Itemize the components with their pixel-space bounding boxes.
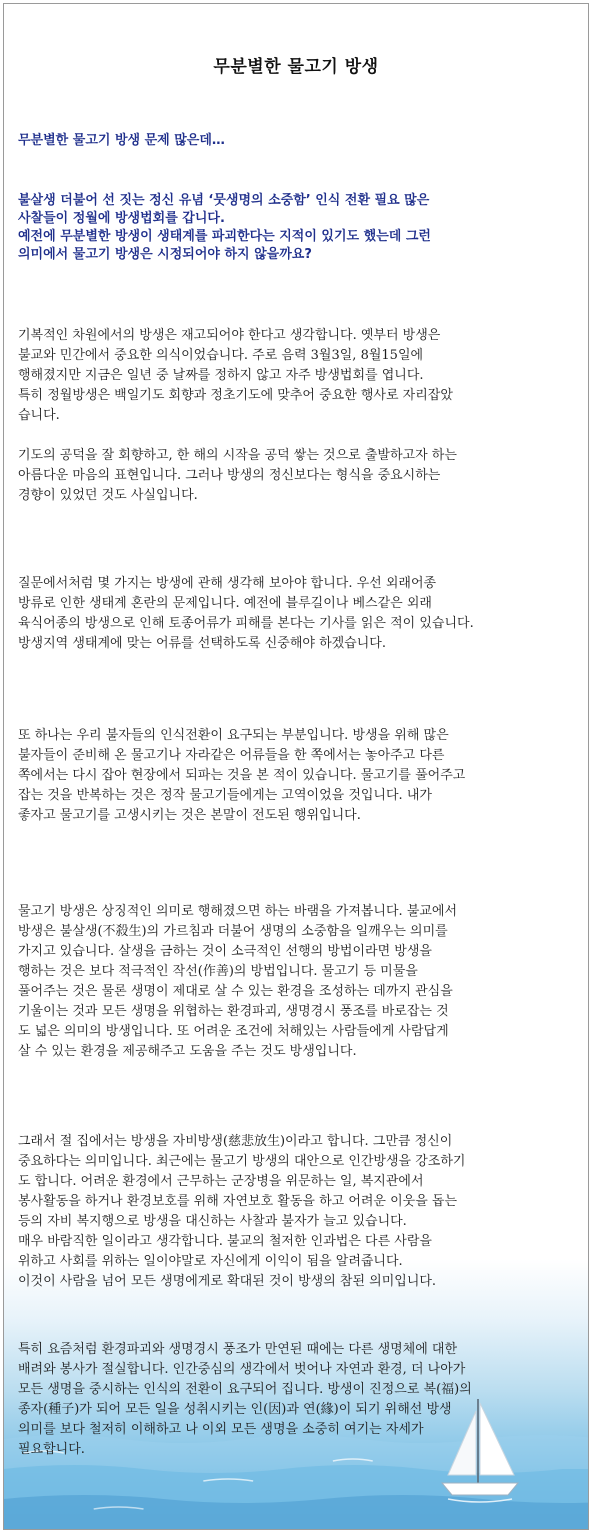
paragraph-line: 습니다. bbox=[18, 408, 60, 423]
paragraph-line: 종자(種子)가 되어 모든 일을 성취시키는 인(因)과 연(緣)이 되기 위해선 방생 bbox=[18, 1402, 452, 1417]
paragraph-line: 특히 요즘처럼 환경파괴와 생명경시 풍조가 만연된 때에는 다른 생명체에 대한 bbox=[18, 1342, 458, 1357]
paragraph-line: 쪽에서는 다시 잡아 현장에서 되파는 것을 본 적이 있습니다. 물고기를 풀어주고 bbox=[18, 768, 466, 783]
paragraph-line: 행하는 것은 보다 적극적인 작선(作善)의 방법입니다. 물고기 등 미물을 bbox=[18, 964, 418, 979]
paragraph-line: 불교와 민간에서 중요한 의식이었습니다. 주로 음력 3월3일, 8월15일에 bbox=[18, 348, 424, 363]
paragraph-line: 이것이 사람을 넘어 모든 생명에게로 확대된 것이 방생의 참된 의미입니다. bbox=[18, 1274, 437, 1289]
paragraph-line: 육식어종의 방생으로 인해 토종어류가 피해를 본다는 기사를 읽은 적이 있습니다. bbox=[18, 616, 474, 631]
question-block bbox=[18, 192, 578, 264]
paragraph-line: 살 수 있는 환경을 제공해주고 도움을 주는 것도 방생입니다. bbox=[18, 1044, 357, 1059]
paragraph-line: 배려와 봉사가 절실합니다. 인간중심의 생각에서 벗어나 자연과 환경, 더 나아가 bbox=[18, 1362, 466, 1377]
question-line: 의미에서 물고기 방생은 시정되어야 하지 않을까요? bbox=[18, 247, 312, 262]
paragraph-line: 가지고 있습니다. 살생을 금하는 것이 소극적인 선행의 방법이라면 방생을 bbox=[18, 944, 432, 959]
paragraph-line: 매우 바람직한 일이라고 생각합니다. 불교의 철저한 인과법은 다른 사람을 bbox=[18, 1234, 432, 1249]
paragraph-line: 기도의 공덕을 잘 회향하고, 한 해의 시작을 공덕 쌓는 것으로 출발하고자 하는 bbox=[18, 448, 457, 463]
paragraph-line: 잡는 것을 반복하는 것은 정작 물고기들에게는 고역이었을 것입니다. 내가 bbox=[18, 788, 432, 803]
paragraph-line: 위하고 사회를 위하는 일이야말로 자신에게 이익이 됨을 알려줍니다. bbox=[18, 1254, 403, 1269]
paragraph-line: 방류로 인한 생태계 혼란의 문제입니다. 예전에 블루길이나 베스같은 외래 bbox=[18, 596, 432, 611]
answer-paragraph-4 bbox=[18, 902, 586, 1062]
answer-paragraph-3 bbox=[18, 726, 586, 826]
paragraph-line: 기복적인 차원에서의 방생은 재고되어야 한다고 생각합니다. 옛부터 방생은 bbox=[18, 328, 441, 343]
paragraph-line: 좋자고 물고기를 고생시키는 것은 본말이 전도된 행위입니다. bbox=[18, 808, 361, 823]
question-line: 불살생 더불어 선 짓는 정신 유념 ‘뭇생명의 소중함’ 인식 전환 필요 많은 bbox=[18, 193, 430, 208]
paragraph-line: 아름다운 마음의 표현입니다. 그러나 방생의 정신보다는 형식을 중요시하는 bbox=[18, 468, 441, 483]
paragraph-line: 방생은 불살생(不殺生)의 가르침과 더불어 생명의 소중함을 일깨우는 의미를 bbox=[18, 924, 448, 939]
paragraph-line: 방생지역 생태계에 맞는 어류를 선택하도록 신중해야 하겠습니다. bbox=[18, 636, 386, 651]
answer-paragraph-2 bbox=[18, 574, 586, 654]
paragraph-line: 질문에서처럼 몇 가지는 방생에 관해 생각해 보아야 합니다. 우선 외래어종 bbox=[18, 576, 437, 591]
answer-paragraph-5 bbox=[18, 1132, 586, 1292]
paragraph-line: 불자들이 준비해 온 물고기나 자라같은 어류들을 한 쪽에서는 놓아주고 다른 bbox=[18, 748, 445, 763]
paragraph-line: 모든 생명을 중시하는 인식의 전환이 요구되어 집니다. 방생이 진정으로 복(福)의 bbox=[18, 1382, 472, 1397]
paragraph-line: 중요하다는 의미입니다. 최근에는 물고기 방생의 대안으로 인간방생을 강조하기 bbox=[18, 1154, 466, 1169]
paragraph-line: 또 하나는 우리 불자들의 인식전환이 요구되는 부분입니다. 방생을 위해 많은 bbox=[18, 728, 449, 743]
paragraph-line: 풀어주는 것은 물론 생명이 제대로 살 수 있는 환경을 조성하는 데까지 관심을 bbox=[18, 984, 453, 999]
paragraph-line: 특히 정월방생은 백일기도 회향과 정초기도에 맞추어 중요한 행사로 자리잡았 bbox=[18, 388, 453, 403]
paragraph-line: 도 합니다. 어려운 환경에서 근무하는 군장병을 위문하는 일, 복지관에서 bbox=[18, 1174, 424, 1189]
answer-paragraph-6 bbox=[18, 1340, 586, 1460]
paragraph-line: 등의 자비 복지행으로 방생을 대신하는 사찰과 불자가 늘고 있습니다. bbox=[18, 1214, 407, 1229]
page-title: 무분별한 물고기 방생 bbox=[213, 57, 379, 77]
paragraph-line: 의미를 보다 철저히 이해하고 나 이외 모든 생명을 소중히 여기는 자세가 bbox=[18, 1422, 424, 1437]
paragraph-line: 봉사활동을 하거나 환경보호를 위해 자연보호 활동을 하고 어려운 이웃을 돕는 bbox=[18, 1194, 458, 1209]
answer-paragraph-1 bbox=[18, 326, 586, 506]
paragraph-line: 물고기 방생은 상징적인 의미로 행해졌으면 하는 바램을 가져봅니다. 불교에서 bbox=[18, 904, 458, 919]
paragraph-line: 행해졌지만 지금은 일년 중 날짜를 정하지 않고 자주 방생법회를 엽니다. bbox=[18, 368, 424, 383]
paragraph-line: 도 넓은 의미의 방생입니다. 또 어려운 조건에 처해있는 사람들에게 사람답게 bbox=[18, 1024, 449, 1039]
question-line: 예전에 무분별한 방생이 생태계를 파괴한다는 지적이 있기도 했는데 그런 bbox=[18, 229, 431, 244]
paragraph-line: 그래서 절 집에서는 방생을 자비방생(慈悲放生)이라고 합니다. 그만큼 정신이 bbox=[18, 1134, 453, 1149]
paragraph-line: 필요합니다. bbox=[18, 1442, 85, 1457]
paragraph-line: 기울이는 것과 모든 생명을 위협하는 환경파괴, 생명경시 풍조를 바로잡는 것 bbox=[18, 1004, 449, 1019]
paragraph-line bbox=[18, 426, 586, 446]
question-line: 사찰들이 정월에 방생법회를 갑니다. bbox=[18, 211, 225, 226]
paragraph-line: 경향이 있었던 것도 사실입니다. bbox=[18, 488, 198, 503]
page-frame bbox=[3, 3, 589, 1530]
question-intro: 무분별한 물고기 방생 문제 많은데… bbox=[18, 133, 225, 148]
